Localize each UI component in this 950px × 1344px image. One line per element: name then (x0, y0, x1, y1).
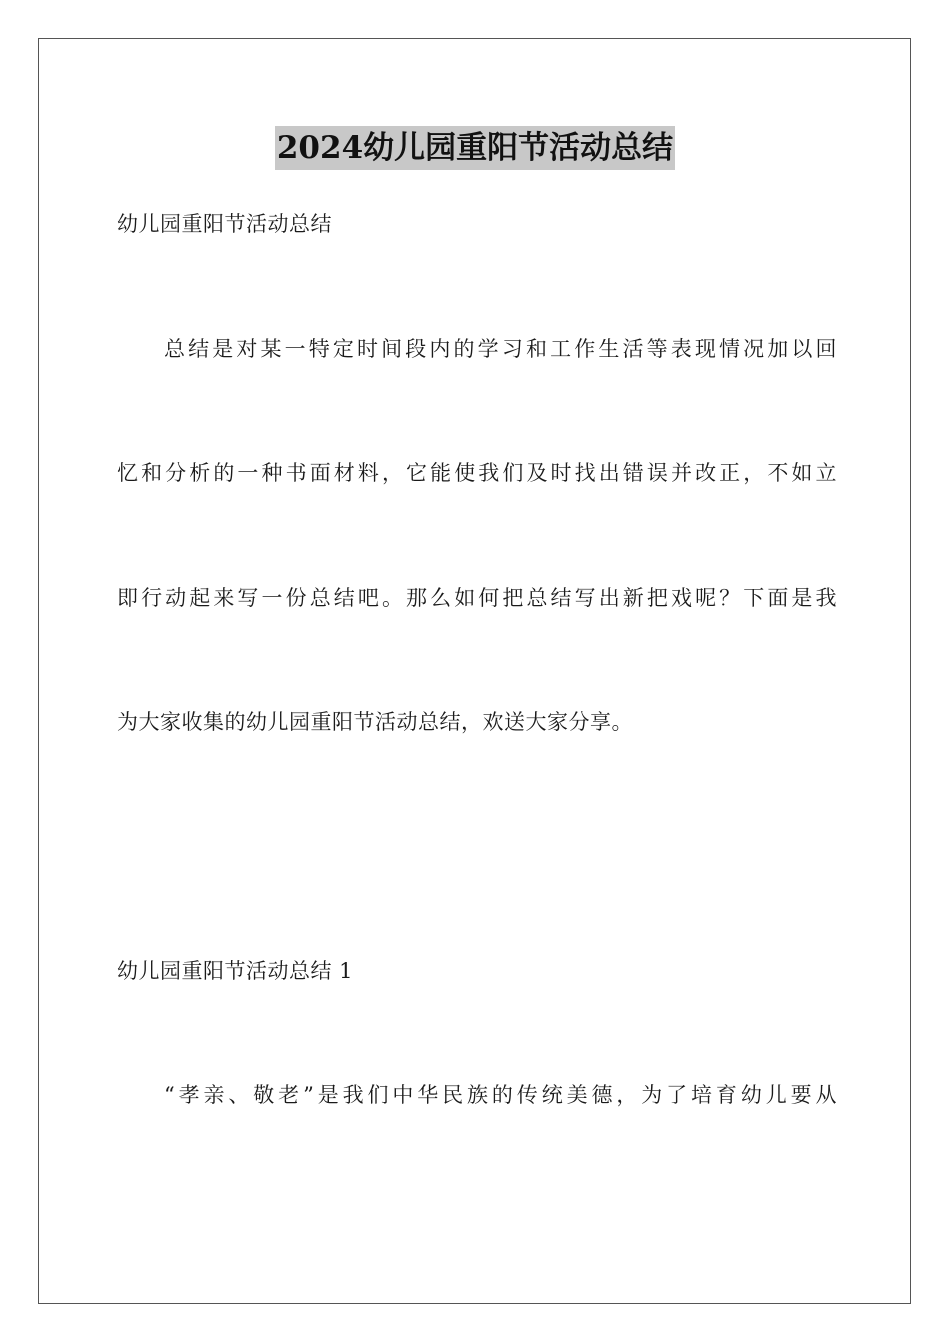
intro-line-1: 总结是对某一特定时间段内的学习和工作生活等表现情况加以回 (164, 337, 837, 361)
document-title: 2024幼儿园重阳节活动总结 (275, 126, 675, 170)
section-heading: 幼儿园重阳节活动总结 1 (117, 959, 354, 983)
intro-line-2: 忆和分析的一种书面材料，它能使我们及时找出错误并改正，不如立 (117, 461, 837, 485)
intro-line-3: 即行动起来写一份总结吧。那么如何把总结写出新把戏呢？下面是我 (117, 586, 837, 610)
title-container (0, 126, 950, 170)
document-subtitle: 幼儿园重阳节活动总结 (117, 212, 332, 236)
intro-line-4: 为大家收集的幼儿园重阳节活动总结，欢送大家分享。 (117, 710, 633, 734)
section-line-1: “孝亲、敬老”是我们中华民族的传统美德，为了培育幼儿要从 (164, 1083, 837, 1107)
